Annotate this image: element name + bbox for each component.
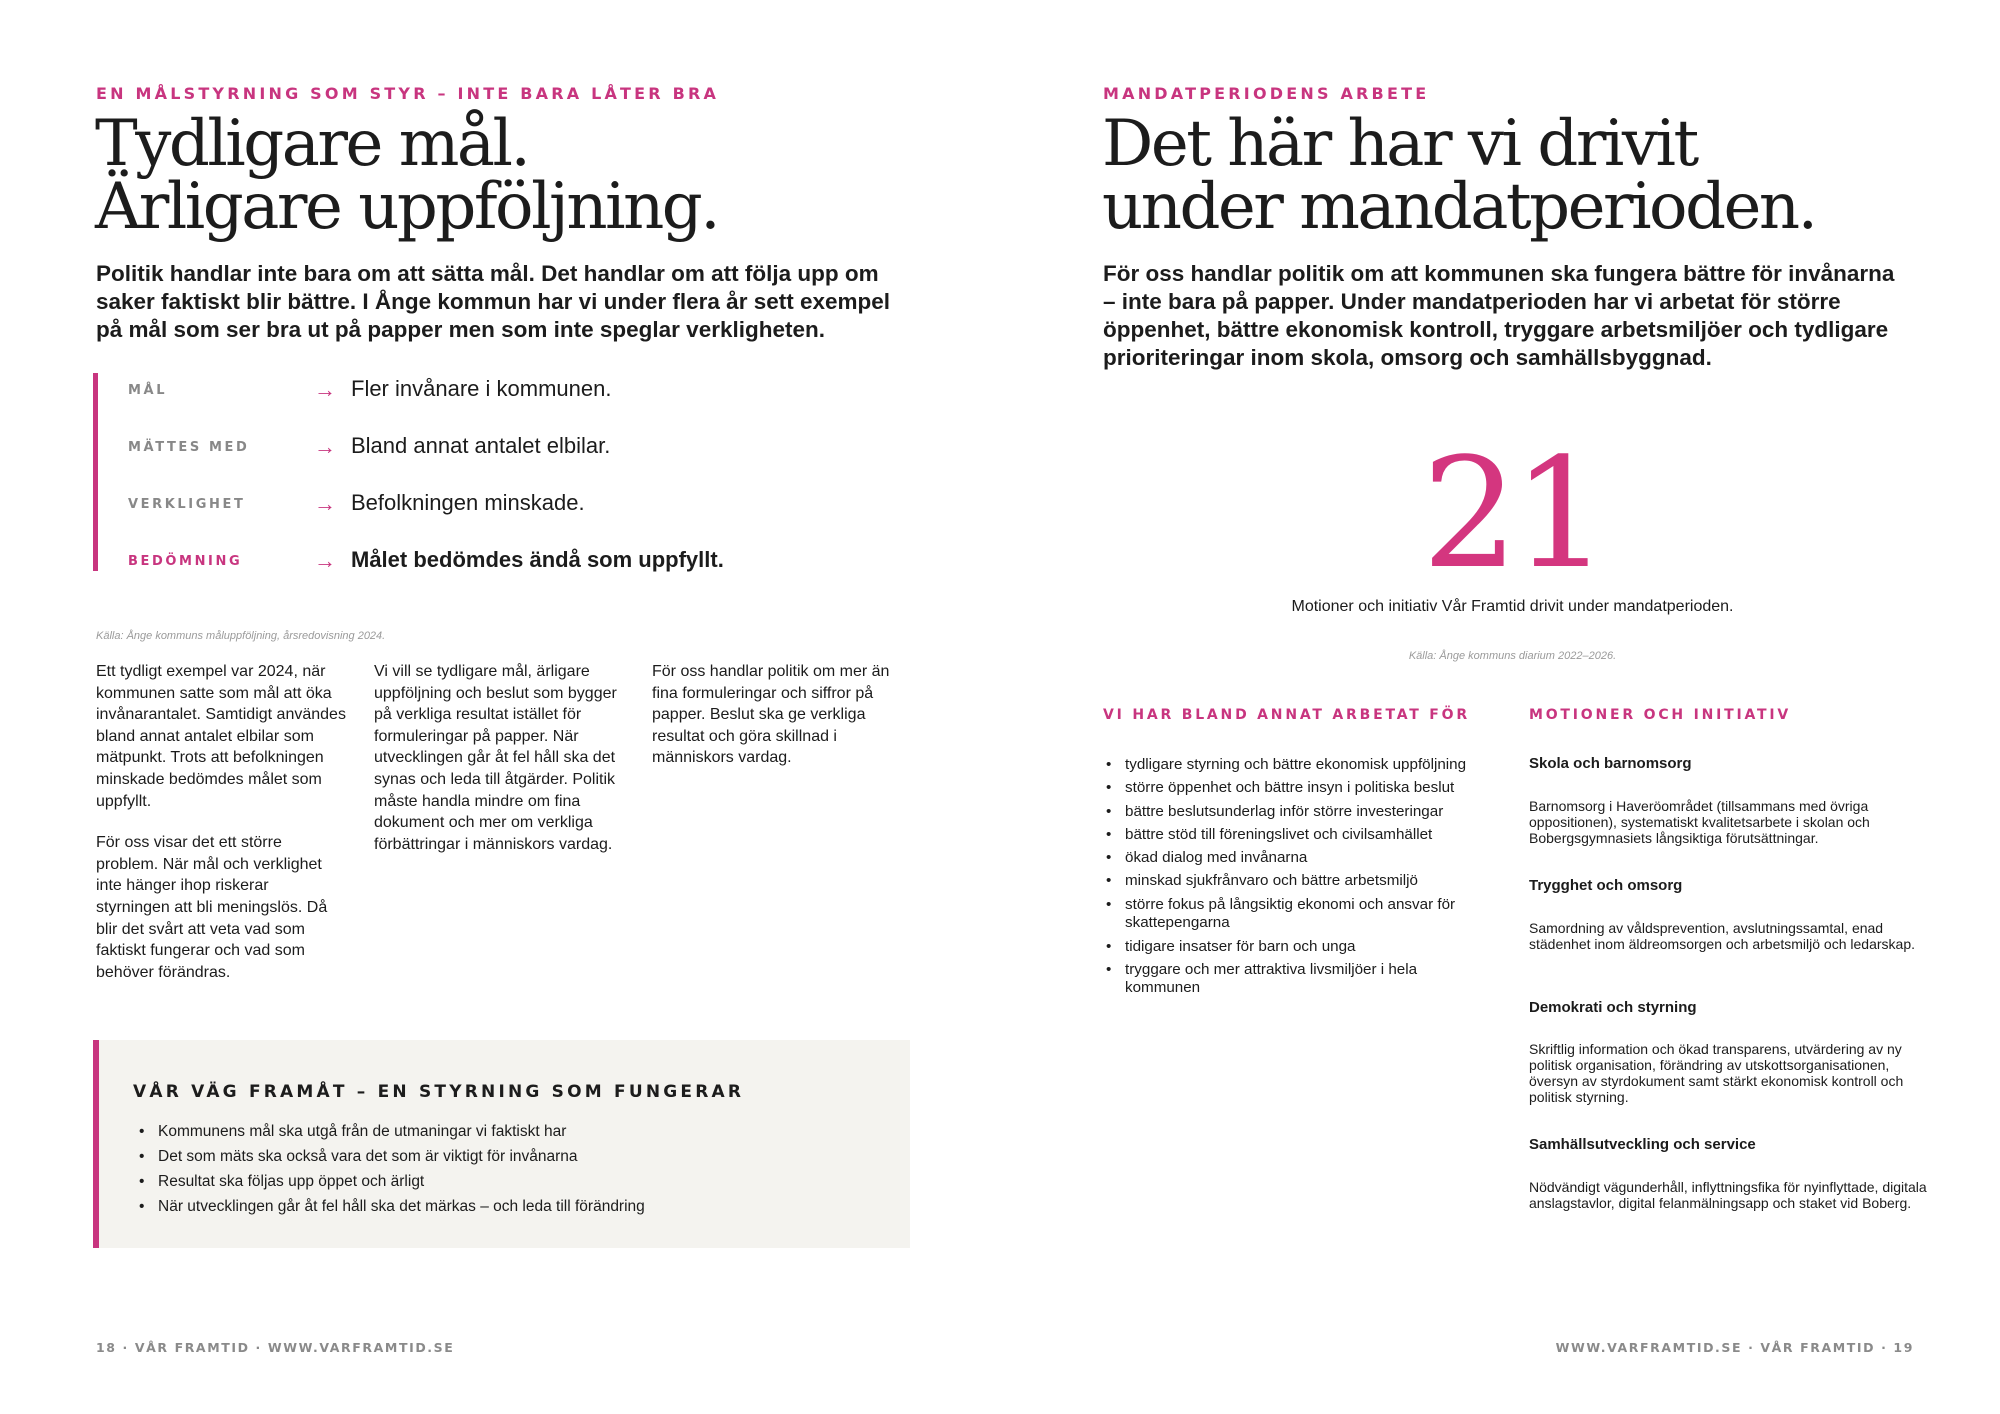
right-footer: WWW.VARFRAMTID.SE · VÅR FRAMTID · 19 <box>1555 1340 1914 1355</box>
goal-row-bedomning <box>98 546 738 586</box>
box-list <box>133 1119 645 1219</box>
goal-label: BEDÖMNING <box>128 554 243 569</box>
arrow-right-icon: → <box>314 377 336 402</box>
left-headline-line2: Ärligare uppföljning. <box>95 170 719 244</box>
goal-table <box>93 373 733 571</box>
list-item: • minskad sjukfrånvaro och bättre arbetsmiljö <box>1103 872 1493 891</box>
goal-row-mattes-med <box>98 432 738 472</box>
work-list <box>1103 756 1493 1003</box>
list-item: • tryggare och mer attraktiva livsmiljöer i hela kommunen <box>1103 961 1493 998</box>
list-item: • Kommunens mål ska utgå från de utmaningar vi faktiskt har <box>133 1119 645 1144</box>
motions-heading: MOTIONER OCH INITIATIV <box>1529 707 1792 723</box>
right-source-wrap <box>1100 646 1925 664</box>
motion-title-skola: Skola och barnomsorg <box>1529 755 1692 772</box>
left-lead: Politik handlar inte bara om att sätta mål. Det handlar om att följa upp om saker faktiskt blir bättre. I Ånge kommun har vi under flera år sett exempel på mål som ser bra ut på papper men som inte speglar verkligheten. <box>96 261 891 342</box>
way-forward-box <box>93 1040 910 1248</box>
motion-text-samhall: Nödvändigt vägunderhåll, inflyttningsfika för nyinflyttade, digitala anslagstavlor, digital felanmälningsapp och staket vid Boberg. <box>1529 1179 1927 1211</box>
list-item: • bättre beslutsunderlag inför större investeringar <box>1103 803 1493 822</box>
list-item: • tidigare insatser för barn och unga <box>1103 938 1493 957</box>
list-item: • tydligare styrning och bättre ekonomisk uppföljning <box>1103 756 1493 775</box>
list-item: • När utvecklingen går åt fel håll ska det märkas – och leda till förändring <box>133 1194 645 1219</box>
motion-title-trygghet: Trygghet och omsorg <box>1529 877 1683 894</box>
goal-value: Bland annat antalet elbilar. <box>351 433 611 458</box>
motion-title-samhall: Samhällsutveckling och service <box>1529 1136 1756 1153</box>
right-kicker: MANDATPERIODENS ARBETE <box>1103 84 1430 103</box>
right-lead: För oss handlar politik om att kommunen ska fungera bättre för invånarna – inte bara på papper. Under mandatperioden har vi arbetat för större öppenhet, bättre ekonomisk kontroll, tryggare arbetsmiljöer och tydligare prioriteringar inom skola, omsorg och samhällsbyggnad. <box>1103 261 1895 370</box>
right-headline-line1: Det här har vi drivit <box>1102 107 1697 181</box>
goal-label: MÄTTES MED <box>128 440 250 455</box>
paragraph: För oss visar det ett större problem. När mål och verklighet inte hänger ihop riskerar styrningen att bli meningslös. Då blir det svårt att veta vad som faktiskt fungerar och vad som behöver förändras. <box>96 834 328 981</box>
paragraph: Ett tydligt exempel var 2024, när kommunen satte som mål att öka invånarantalet. Samtidigt användes bland annat antalet elbilar som mätpunkt. Trots att befolkningen minskade bedömdes målet som uppfyllt. <box>96 663 346 810</box>
list-item: • Det som mäts ska också vara det som är viktigt för invånarna <box>133 1144 645 1169</box>
left-kicker: EN MÅLSTYRNING SOM STYR – INTE BARA LÅTER BRA <box>96 84 720 103</box>
text-column-1 <box>96 661 346 983</box>
list-item: • större öppenhet och bättre insyn i politiska beslut <box>1103 779 1493 798</box>
big-number: 21 <box>1421 425 1604 602</box>
box-title: VÅR VÄG FRAMÅT – EN STYRNING SOM FUNGERAR <box>133 1082 745 1102</box>
work-heading: VI HAR BLAND ANNAT ARBETAT FÖR <box>1103 707 1470 723</box>
arrow-right-icon: → <box>314 434 336 459</box>
motion-text-demokrati: Skriftlig information och ökad transparens, utvärdering av ny politisk organisation, förändring av utskottsorganisationen, översyn av styrdokument samt stärkt ekonomisk kontroll och politisk styrning. <box>1529 1041 1904 1105</box>
right-source: Källa: Ånge kommuns diarium 2022–2026. <box>1408 650 1617 662</box>
big-number-caption-wrap <box>1100 598 1925 616</box>
goal-value: Målet bedömdes ändå som uppfyllt. <box>351 547 724 572</box>
paragraph: För oss handlar politik om mer än fina formuleringar och siffror på papper. Beslut ska ge verkliga resultat och göra skillnad i människors vardag. <box>652 663 890 767</box>
big-number-block <box>1100 425 1925 602</box>
goal-row-mal <box>98 375 738 415</box>
goal-value: Fler invånare i kommunen. <box>351 376 612 401</box>
big-number-caption: Motioner och initiativ Vår Framtid drivit under mandatperioden. <box>1291 598 1734 615</box>
goal-value: Befolkningen minskade. <box>351 490 585 515</box>
left-headline-line1: Tydligare mål. <box>95 107 529 181</box>
goal-label: MÅL <box>128 383 168 398</box>
goal-label: VERKLIGHET <box>128 497 246 512</box>
list-item: • bättre stöd till föreningslivet och civilsamhället <box>1103 826 1493 845</box>
text-column-2 <box>374 661 630 855</box>
left-footer: 18 · VÅR FRAMTID · WWW.VARFRAMTID.SE <box>96 1340 455 1355</box>
arrow-right-icon: → <box>314 548 336 573</box>
left-source: Källa: Ånge kommuns måluppföljning, årsredovisning 2024. <box>96 630 386 642</box>
list-item: • större fokus på långsiktig ekonomi och ansvar för skattepengarna <box>1103 896 1493 933</box>
motion-text-trygghet: Samordning av våldsprevention, avslutningssamtal, enad städenhet inom äldreomsorgen och arbetsmiljö och ledarskap. <box>1529 920 1915 952</box>
goal-row-verklighet <box>98 489 738 529</box>
list-item: • Resultat ska följas upp öppet och ärligt <box>133 1169 645 1194</box>
right-headline-line2: under mandatperioden. <box>1102 170 1816 244</box>
arrow-right-icon: → <box>314 491 336 516</box>
text-column-3 <box>652 661 912 769</box>
list-item: • ökad dialog med invånarna <box>1103 849 1493 868</box>
paragraph: Vi vill se tydligare mål, ärligare uppföljning och beslut som bygger på verkliga resultat istället för formuleringar på papper. När utvecklingen går åt fel håll ska det synas och leda till åtgärder. Politik måste handla mindre om fina dokument och mer om verkliga förbättringar i människors vardag. <box>374 663 617 853</box>
motion-title-demokrati: Demokrati och styrning <box>1529 999 1697 1016</box>
motion-text-skola: Barnomsorg i Haveröområdet (tillsammans med övriga oppositionen), systematiskt kvalitetsarbete i skolan och Bobergsgymnasiets långsiktiga förutsättningar. <box>1529 798 1870 846</box>
